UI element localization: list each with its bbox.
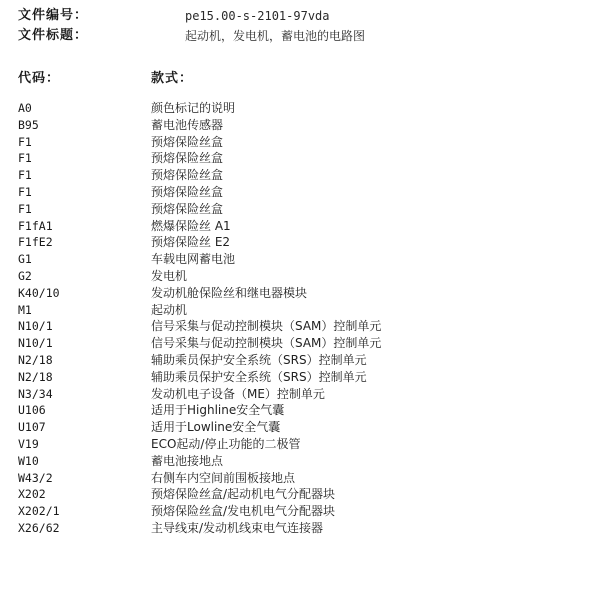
legend-row xyxy=(18,453,598,470)
component-description: ECO起动/停止功能的二极管 xyxy=(151,436,301,451)
legend-row xyxy=(18,520,598,537)
legend-row xyxy=(18,184,598,201)
component-code: N2/18 xyxy=(18,352,53,367)
component-code: U107 xyxy=(18,420,46,435)
code-column-header: 代码： xyxy=(18,71,61,86)
component-code: N10/1 xyxy=(18,319,53,334)
component-code: M1 xyxy=(18,302,32,317)
component-code: F1 xyxy=(18,134,32,149)
component-code: K40/10 xyxy=(18,285,60,300)
legend-row xyxy=(18,117,598,134)
legend-row xyxy=(18,134,598,151)
component-code: U106 xyxy=(18,403,46,418)
doc-title-label: 文件标题： xyxy=(18,28,89,43)
component-description: 辅助乘员保护安全系统（SRS）控制单元 xyxy=(151,352,367,367)
legend-row xyxy=(18,251,598,268)
legend-row xyxy=(18,218,598,235)
legend-row xyxy=(18,503,598,520)
component-description: 预熔保险丝盒 xyxy=(151,184,224,199)
component-code: W43/2 xyxy=(18,470,53,485)
legend-row xyxy=(18,369,598,386)
component-description: 信号采集与促动控制模块（SAM）控制单元 xyxy=(151,336,382,351)
legend-row xyxy=(18,419,598,436)
component-code: F1fE2 xyxy=(18,235,53,250)
doc-number-value: pe15.00-s-2101-97vda xyxy=(185,9,330,23)
component-code: V19 xyxy=(18,436,39,451)
component-description: 预熔保险丝盒 xyxy=(151,201,224,216)
component-code: F1fA1 xyxy=(18,218,53,233)
component-description: 辅助乘员保护安全系统（SRS）控制单元 xyxy=(151,369,367,384)
component-code: F1 xyxy=(18,184,32,199)
legend-row xyxy=(18,201,598,218)
component-code: G1 xyxy=(18,252,32,267)
component-description: 适用于Lowline安全气囊 xyxy=(151,420,281,435)
legend-row xyxy=(18,436,598,453)
legend-row xyxy=(18,470,598,487)
legend-row xyxy=(18,352,598,369)
component-description: 预熔保险丝盒 xyxy=(151,168,224,183)
legend-row xyxy=(18,100,598,117)
legend-row xyxy=(18,234,598,251)
doc-title-value: 起动机，发电机，蓄电池的电路图 xyxy=(185,29,366,43)
component-description: 起动机 xyxy=(151,302,188,317)
legend-row xyxy=(18,386,598,403)
legend-row xyxy=(18,302,598,319)
legend-row xyxy=(18,268,598,285)
component-description: 预熔保险丝盒 xyxy=(151,151,224,166)
component-code: X202 xyxy=(18,487,46,502)
legend-row xyxy=(18,318,598,335)
legend-row xyxy=(18,167,598,184)
component-code: X202/1 xyxy=(18,504,60,519)
legend-row xyxy=(18,402,598,419)
component-description: 发电机 xyxy=(151,268,188,283)
component-code: F1 xyxy=(18,151,32,166)
component-description: 发动机电子设备（ME）控制单元 xyxy=(151,386,325,401)
component-description: 适用于Highline安全气囊 xyxy=(151,403,285,418)
legend-row xyxy=(18,335,598,352)
legend-row xyxy=(18,486,598,503)
component-code: F1 xyxy=(18,168,32,183)
component-description: 信号采集与促动控制模块（SAM）控制单元 xyxy=(151,319,382,334)
component-code: N3/34 xyxy=(18,386,53,401)
component-code: N10/1 xyxy=(18,336,53,351)
component-description: 燃爆保险丝 A1 xyxy=(151,218,231,233)
component-description: 蓄电池接地点 xyxy=(151,453,224,468)
legend-row xyxy=(18,150,598,167)
component-code: B95 xyxy=(18,117,39,132)
component-description: 蓄电池传感器 xyxy=(151,117,224,132)
component-description: 发动机舱保险丝和继电器模块 xyxy=(151,285,308,300)
component-code: A0 xyxy=(18,101,32,115)
component-description: 右侧车内空间前围板接地点 xyxy=(151,470,296,485)
component-description: 颜色标记的说明 xyxy=(151,101,236,115)
description-column-header: 款式： xyxy=(151,71,194,86)
legend-row xyxy=(18,285,598,302)
component-code: G2 xyxy=(18,268,32,283)
component-code: N2/18 xyxy=(18,369,53,384)
component-description: 预熔保险丝盒 xyxy=(151,134,224,149)
component-description: 主导线束/发动机线束电气连接器 xyxy=(151,520,324,535)
component-description: 预熔保险丝 E2 xyxy=(151,235,231,250)
component-description: 预熔保险丝盒/起动机电气分配器块 xyxy=(151,487,336,502)
component-description: 预熔保险丝盒/发电机电气分配器块 xyxy=(151,504,336,519)
doc-number-label: 文件编号： xyxy=(18,8,89,23)
legend-list xyxy=(18,100,598,537)
component-code: X26/62 xyxy=(18,520,60,535)
component-code: F1 xyxy=(18,201,32,216)
component-code: W10 xyxy=(18,453,39,468)
component-description: 车载电网蓄电池 xyxy=(151,252,236,267)
